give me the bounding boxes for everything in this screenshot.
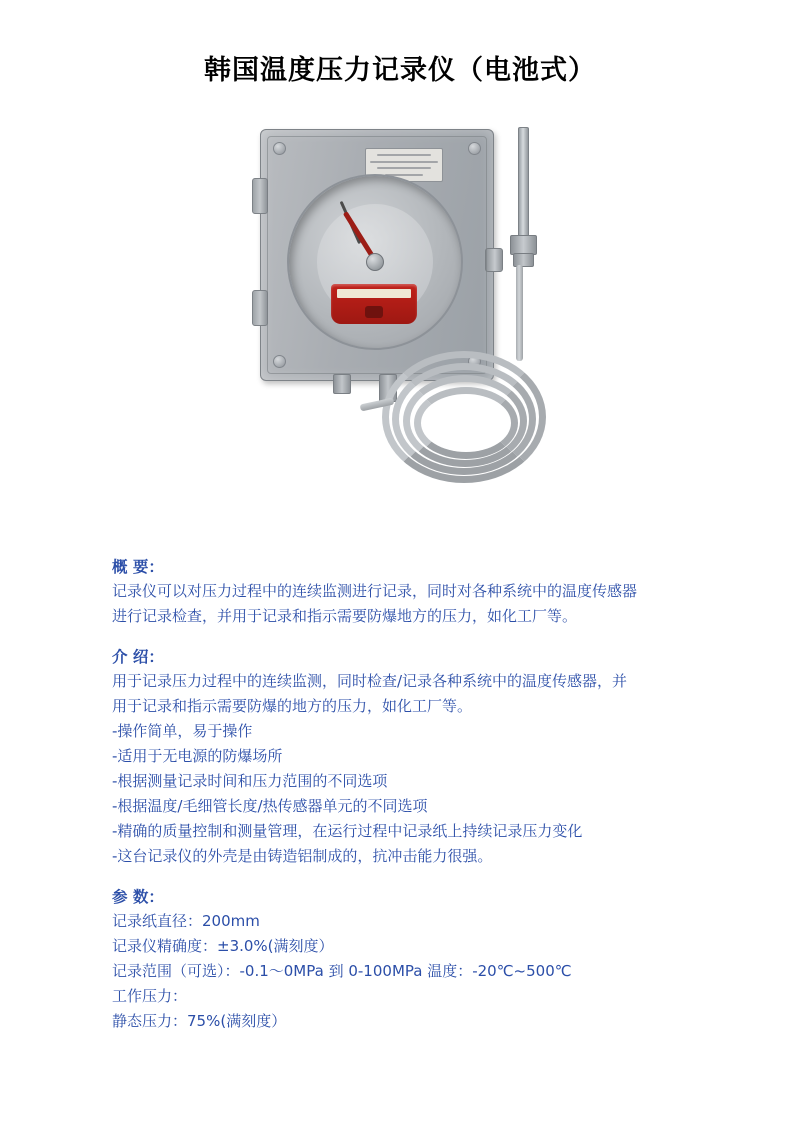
- recorder-device-illustration: [230, 119, 650, 539]
- chart-recess: [287, 174, 463, 350]
- body-line: 记录仪可以对压力过程中的连续监测进行记录，同时对各种系统中的温度传感器: [112, 582, 638, 600]
- bolt-icon: [273, 142, 286, 155]
- chart-paper: [317, 204, 433, 320]
- bolt-icon: [273, 355, 286, 368]
- body-line: -操作简单，易于操作: [112, 722, 253, 740]
- product-figure: [112, 119, 688, 539]
- nameplate-line: [370, 161, 438, 163]
- body-line: -根据测量记录时间和压力范围的不同选项: [112, 772, 388, 790]
- nameplate-line: [377, 154, 430, 156]
- armoured-capillary-coil: [414, 387, 518, 459]
- section-heading: 参 数：: [112, 888, 164, 906]
- section-heading: 介 绍：: [112, 648, 164, 666]
- probe-nut: [510, 235, 537, 255]
- hinge-icon: [252, 178, 268, 214]
- recorder-enclosure: [260, 129, 494, 381]
- body-line: 记录范围（可选）：-0.1～0MPa 到 0-100MPa 温度：-20℃~500℃: [112, 962, 572, 980]
- section-introduction: [112, 645, 688, 869]
- body-line: 记录纸直径：200mm: [112, 912, 260, 930]
- nameplate-line: [385, 174, 422, 176]
- page-title: 韩国温度压力记录仪（电池式）: [204, 55, 596, 86]
- section-body: [112, 669, 688, 869]
- body-line: 静态压力：75%(满刻度）: [112, 1012, 287, 1030]
- pen-arm: [343, 211, 378, 263]
- mechanism-knob: [365, 306, 383, 318]
- recorder-mechanism: [331, 284, 417, 324]
- body-line: -这台记录仪的外壳是由铸造铝制成的，抗冲击能力很强。: [112, 847, 493, 865]
- section-body: [112, 909, 688, 1034]
- nameplate: [365, 148, 443, 182]
- body-line: -适用于无电源的防爆场所: [112, 747, 283, 765]
- body-line: 用于记录和指示需要防爆的地方的压力，如化工厂等。: [112, 697, 473, 715]
- body-line: -精确的质量控制和测量管理，在运行过程中记录纸上持续记录压力变化: [112, 822, 583, 840]
- body-line: 用于记录压力过程中的连续监测，同时检查/记录各种系统中的温度传感器，并: [112, 672, 628, 690]
- mechanism-label: [337, 289, 411, 298]
- body-line: 记录仪精确度：±3.0%(满刻度）: [112, 937, 334, 955]
- body-line: 工作压力：: [112, 987, 188, 1005]
- capillary-lead: [516, 265, 523, 361]
- chart-hub: [366, 253, 384, 271]
- conduit-fitting: [333, 374, 351, 394]
- hinge-icon: [252, 290, 268, 326]
- bolt-icon: [468, 142, 481, 155]
- body-line: -根据温度/毛细管长度/热传感器单元的不同选项: [112, 797, 428, 815]
- temperature-probe: [518, 127, 529, 237]
- nameplate-line: [377, 167, 430, 169]
- section-body: [112, 579, 688, 629]
- section-overview: [112, 555, 688, 629]
- section-parameters: [112, 885, 688, 1034]
- section-heading: 概 要：: [112, 558, 164, 576]
- body-line: 进行记录检查，并用于记录和指示需要防爆地方的压力，如化工厂等。: [112, 607, 578, 625]
- latch-icon: [485, 248, 503, 272]
- pen-linkage: [340, 201, 361, 244]
